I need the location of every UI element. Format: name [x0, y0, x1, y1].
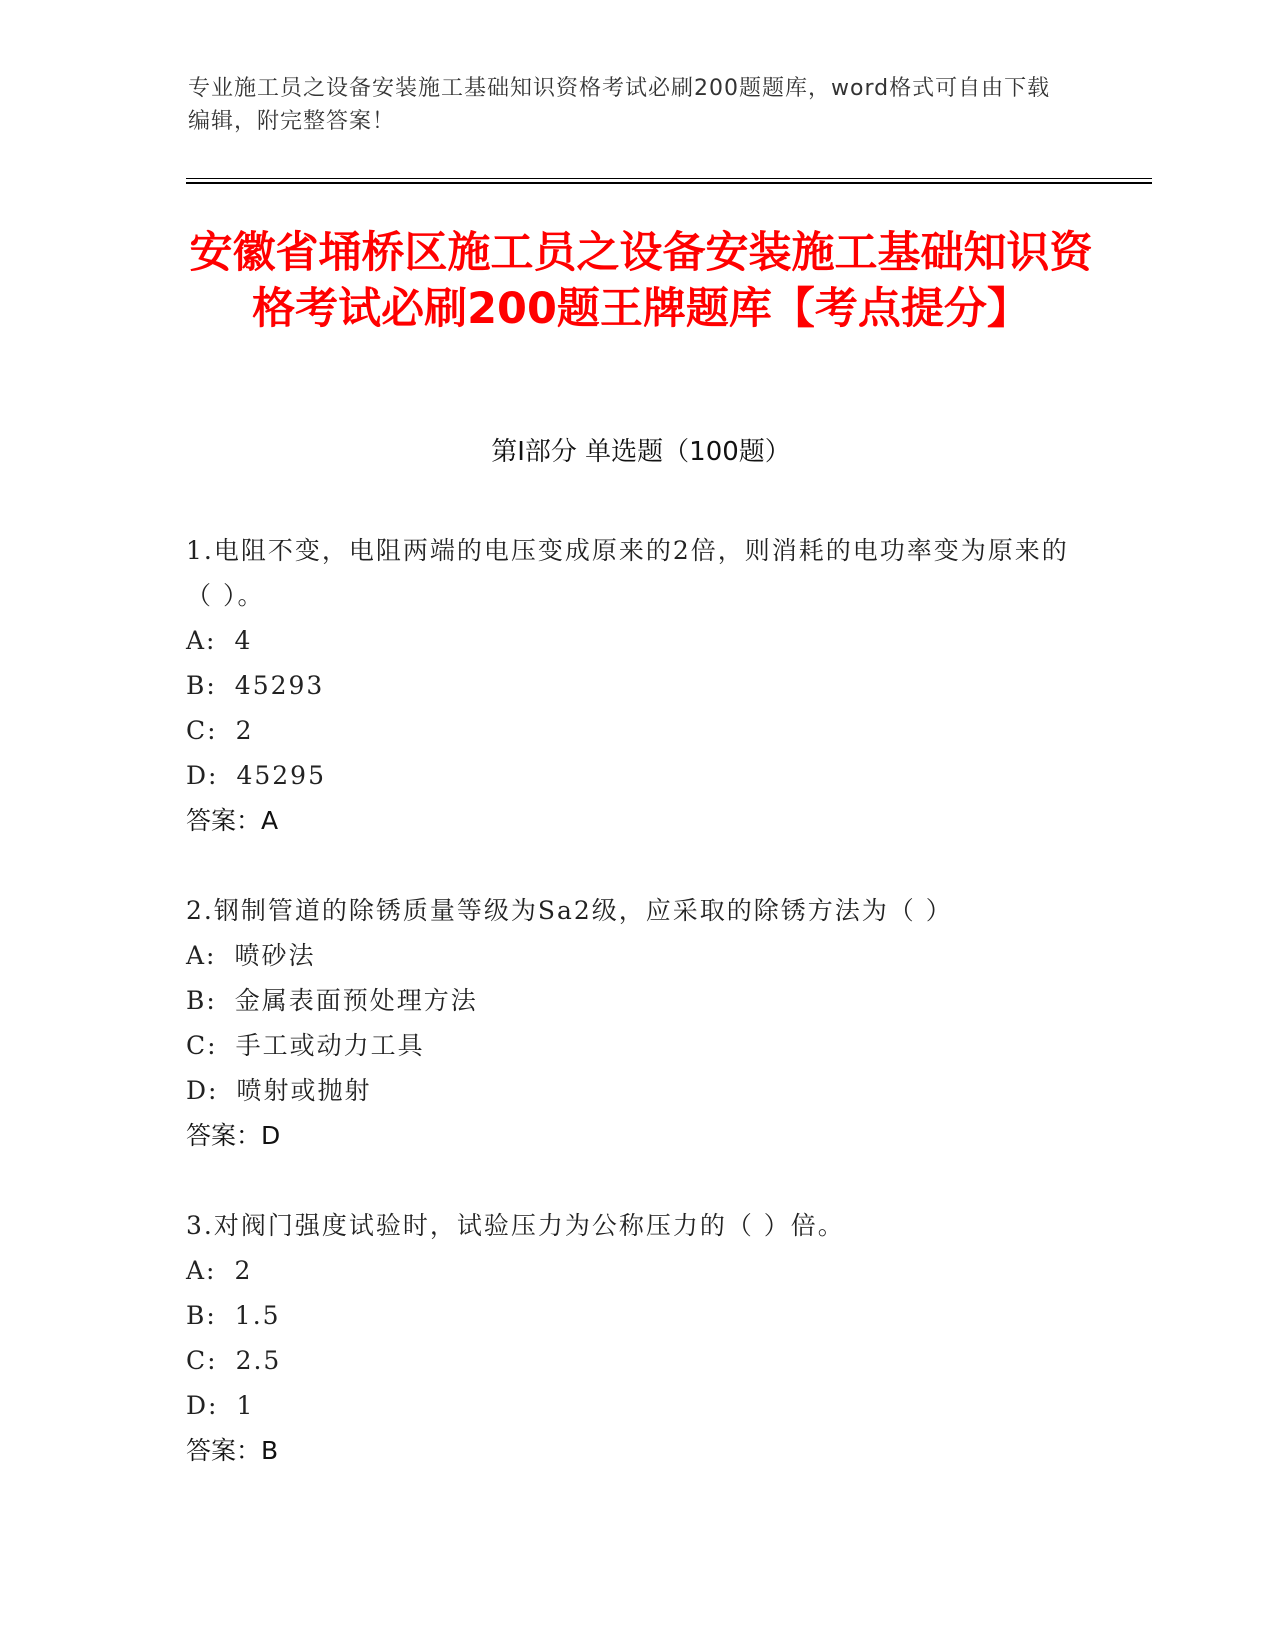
option-a [186, 1248, 1076, 1293]
option-key: C: [186, 716, 218, 745]
option-text: 45295 [236, 761, 326, 790]
option-key: C: [186, 1031, 218, 1060]
option-key: D: [186, 1391, 219, 1420]
header-rule-thick [186, 182, 1152, 184]
option-text: 1.5 [234, 1301, 281, 1330]
option-text: 手工或动力工具 [235, 1031, 425, 1060]
option-d [186, 1068, 1076, 1113]
option-c [186, 708, 1076, 753]
header-note: 专业施工员之设备安装施工基础知识资格考试必刷200题题库，word格式可自由下载编辑，附完整答案！ [188, 76, 1051, 134]
option-text: 4 [234, 626, 253, 655]
option-text: 金属表面预处理方法 [234, 986, 478, 1015]
option-c [186, 1023, 1076, 1068]
option-key: A: [186, 1256, 217, 1285]
answer: 答案：B [186, 1436, 279, 1465]
option-text: 2 [234, 1256, 253, 1285]
option-text: 45293 [234, 671, 325, 700]
question-3 [186, 1203, 1076, 1473]
document-title: 安徽省埇桥区施工员之设备安装施工基础知识资格考试必刷200题王牌题库【考点提分】 [189, 228, 1093, 334]
option-key: B: [186, 986, 217, 1015]
option-key: B: [186, 671, 217, 700]
section-heading: 第I部分 单选题（100题） [491, 437, 791, 467]
option-a [186, 933, 1076, 978]
option-key: D: [186, 1076, 219, 1105]
option-key: D: [186, 761, 219, 790]
question-stem: 2.钢制管道的除锈质量等级为Sa2级，应采取的除锈方法为（ ） [186, 896, 953, 925]
option-d [186, 753, 1076, 798]
option-d [186, 1383, 1076, 1428]
option-key: A: [186, 626, 217, 655]
option-b [186, 1293, 1076, 1338]
answer: 答案：D [186, 1121, 281, 1150]
option-key: C: [186, 1346, 218, 1375]
option-text: 2.5 [235, 1346, 282, 1375]
option-text: 喷射或抛射 [236, 1076, 372, 1105]
question-1 [186, 528, 1076, 843]
option-key: A: [186, 941, 217, 970]
option-c [186, 1338, 1076, 1383]
question-stem: 3.对阀门强度试验时，试验压力为公称压力的（ ）倍。 [186, 1211, 845, 1240]
option-text: 2 [235, 716, 254, 745]
option-b [186, 978, 1076, 1023]
option-text: 1 [236, 1391, 255, 1420]
option-text: 喷砂法 [234, 941, 316, 970]
answer: 答案：A [186, 806, 279, 835]
question-stem: 1.电阻不变，电阻两端的电压变成原来的2倍，则消耗的电功率变为原来的（ ）。 [186, 536, 1069, 610]
option-a [186, 618, 1076, 663]
header-rule-thin [186, 178, 1152, 179]
question-list [186, 528, 1076, 1518]
option-key: B: [186, 1301, 217, 1330]
option-b [186, 663, 1076, 708]
question-2 [186, 888, 1076, 1158]
